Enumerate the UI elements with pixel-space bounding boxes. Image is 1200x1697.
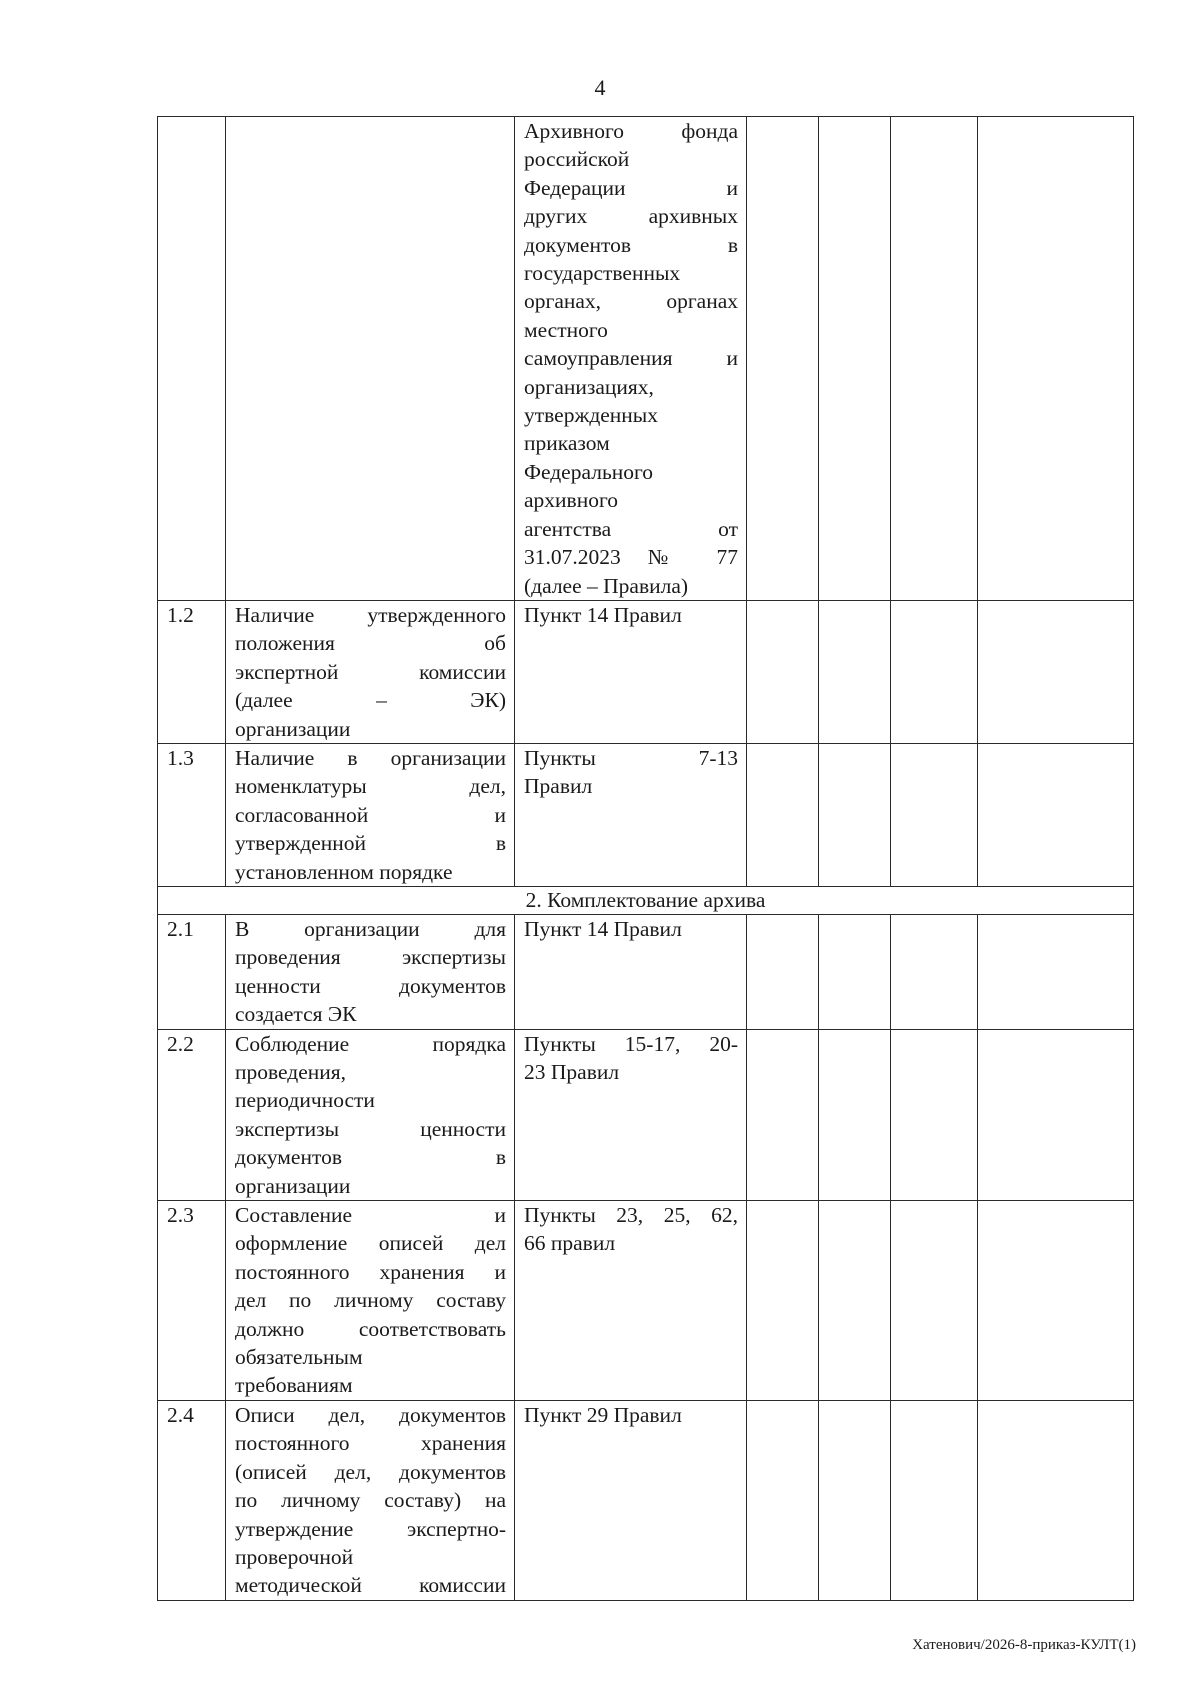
text-line: органах, органах <box>524 289 738 314</box>
text-line: Пункт 14 Правил <box>524 916 682 941</box>
text-line: периодичности <box>235 1088 375 1113</box>
empty-cell <box>891 743 978 886</box>
empty-cell <box>978 117 1134 601</box>
text-line: методической комиссии <box>235 1573 506 1598</box>
text-line: положения об <box>235 631 506 656</box>
empty-cell <box>819 914 891 1029</box>
text-line: самоуправления и <box>524 346 738 371</box>
text-line: приказом <box>524 431 610 456</box>
reference-cell <box>515 600 747 743</box>
table-row <box>158 743 1134 886</box>
text-line: Пункты 23, 25, 62, <box>524 1203 738 1228</box>
text-line: ценности документов <box>235 973 506 998</box>
empty-cell <box>747 600 819 743</box>
text-line: Правил <box>524 774 593 799</box>
text-line: организациях, <box>524 374 654 399</box>
text-line: российской <box>524 147 630 172</box>
reference-cell <box>515 914 747 1029</box>
text-line: Соблюдение порядка <box>235 1031 506 1056</box>
text-line: других архивных <box>524 204 738 229</box>
text-line: организации <box>235 1173 351 1198</box>
text-line: (описей дел, документов <box>235 1459 506 1484</box>
row-number-cell: 1.2 <box>158 600 226 743</box>
text-line: создается ЭК <box>235 1002 357 1027</box>
text-line: проведения экспертизы <box>235 945 506 970</box>
requirement-cell <box>226 1029 515 1200</box>
text-line: экспертной комиссии <box>235 659 506 684</box>
empty-cell <box>978 1029 1134 1200</box>
reference-cell <box>515 1201 747 1401</box>
text-line: экспертизы ценности <box>235 1116 506 1141</box>
text-line: Федерации и <box>524 175 738 200</box>
text-line: Описи дел, документов <box>235 1402 506 1427</box>
text-line: требованиям <box>235 1373 353 1398</box>
empty-cell <box>978 743 1134 886</box>
text-line: государственных <box>524 261 681 286</box>
text-line: обязательным <box>235 1345 363 1370</box>
text-line: документов в <box>524 232 738 257</box>
text-line: Пункты 15-17, 20- <box>524 1031 738 1056</box>
empty-cell <box>891 914 978 1029</box>
requirement-cell <box>226 1400 515 1600</box>
text-line: номенклатуры дел, <box>235 774 506 799</box>
text-line: дел по личному составу <box>235 1288 506 1313</box>
text-line: утвержденной в <box>235 831 506 856</box>
text-line: 23 Правил <box>524 1060 620 1084</box>
text-line: местного <box>524 317 608 342</box>
text-line: агентства от <box>524 516 738 541</box>
empty-cell <box>819 117 891 601</box>
text-line: организации <box>235 716 351 741</box>
row-number-cell: 2.2 <box>158 1029 226 1200</box>
row-number-cell: 1.3 <box>158 743 226 886</box>
text-line: Пункт 14 Правил <box>524 602 682 627</box>
text-line: установленном порядке <box>235 859 453 884</box>
table-row <box>158 1029 1134 1200</box>
text-line: (далее – Правила) <box>524 573 689 598</box>
row-number-cell: 2.3 <box>158 1201 226 1401</box>
requirement-cell <box>226 743 515 886</box>
reference-cell <box>515 1400 747 1600</box>
requirement-cell <box>226 914 515 1029</box>
table-row <box>158 1400 1134 1600</box>
empty-cell <box>891 1201 978 1401</box>
text-line: 31.07.2023 № 77 <box>524 545 738 570</box>
page-number: 4 <box>594 75 606 100</box>
text-line: Наличие утвержденного <box>235 602 506 627</box>
empty-cell <box>819 600 891 743</box>
text-line: (далее – ЭК) <box>235 688 506 713</box>
empty-cell <box>891 117 978 601</box>
text-line: проведения, <box>235 1060 347 1084</box>
reference-cell <box>515 117 747 601</box>
empty-cell <box>747 1201 819 1401</box>
empty-cell <box>978 914 1134 1029</box>
reference-cell <box>515 1029 747 1200</box>
section-header-row <box>158 886 1134 914</box>
empty-cell <box>978 1201 1134 1401</box>
text-line: архивного <box>524 488 618 513</box>
empty-cell <box>747 743 819 886</box>
table-row <box>158 117 1134 601</box>
text-line: Составление и <box>235 1203 506 1228</box>
text-line: Пункт 29 Правил <box>524 1402 682 1427</box>
empty-cell <box>819 1201 891 1401</box>
empty-cell <box>891 1400 978 1600</box>
empty-cell <box>978 1400 1134 1600</box>
text-line: постоянного хранения и <box>235 1259 506 1284</box>
text-line: постоянного хранения <box>235 1431 506 1456</box>
reference-cell <box>515 743 747 886</box>
text-line: оформление описей дел <box>235 1231 506 1256</box>
requirement-cell <box>226 117 515 601</box>
requirement-cell <box>226 600 515 743</box>
text-line: утверждение экспертно- <box>235 1516 506 1541</box>
empty-cell <box>819 743 891 886</box>
text-line: по личному составу) на <box>235 1488 506 1513</box>
empty-cell <box>747 1400 819 1600</box>
text-line: Пункты 7-13 <box>524 745 738 770</box>
checklist-table <box>157 116 1134 1601</box>
text-line: проверочной <box>235 1544 354 1569</box>
table-row <box>158 914 1134 1029</box>
section-title: 2. Комплектование архива <box>158 886 1134 914</box>
text-line: 66 правил <box>524 1231 616 1256</box>
text-line: Наличие в организации <box>235 745 506 770</box>
row-number-cell: 2.4 <box>158 1400 226 1600</box>
document-footer-id: Хатенович/2026-8-приказ-КУЛТ(1) <box>912 1637 1136 1653</box>
text-line: Федерального <box>524 459 654 484</box>
empty-cell <box>891 1029 978 1200</box>
text-line: утвержденных <box>524 403 659 428</box>
row-number-cell: 2.1 <box>158 914 226 1029</box>
text-line: должно соответствовать <box>235 1316 506 1341</box>
empty-cell <box>819 1029 891 1200</box>
requirement-cell <box>226 1201 515 1401</box>
text-line: согласованной и <box>235 802 506 827</box>
text-line: В организации для <box>235 916 506 941</box>
empty-cell <box>819 1400 891 1600</box>
empty-cell <box>747 117 819 601</box>
empty-cell <box>747 1029 819 1200</box>
row-number-cell <box>158 117 226 601</box>
text-line: документов в <box>235 1145 506 1170</box>
empty-cell <box>747 914 819 1029</box>
empty-cell <box>978 600 1134 743</box>
text-line: Архивного фонда <box>524 119 738 143</box>
table-row <box>158 600 1134 743</box>
empty-cell <box>891 600 978 743</box>
table-row <box>158 1201 1134 1401</box>
